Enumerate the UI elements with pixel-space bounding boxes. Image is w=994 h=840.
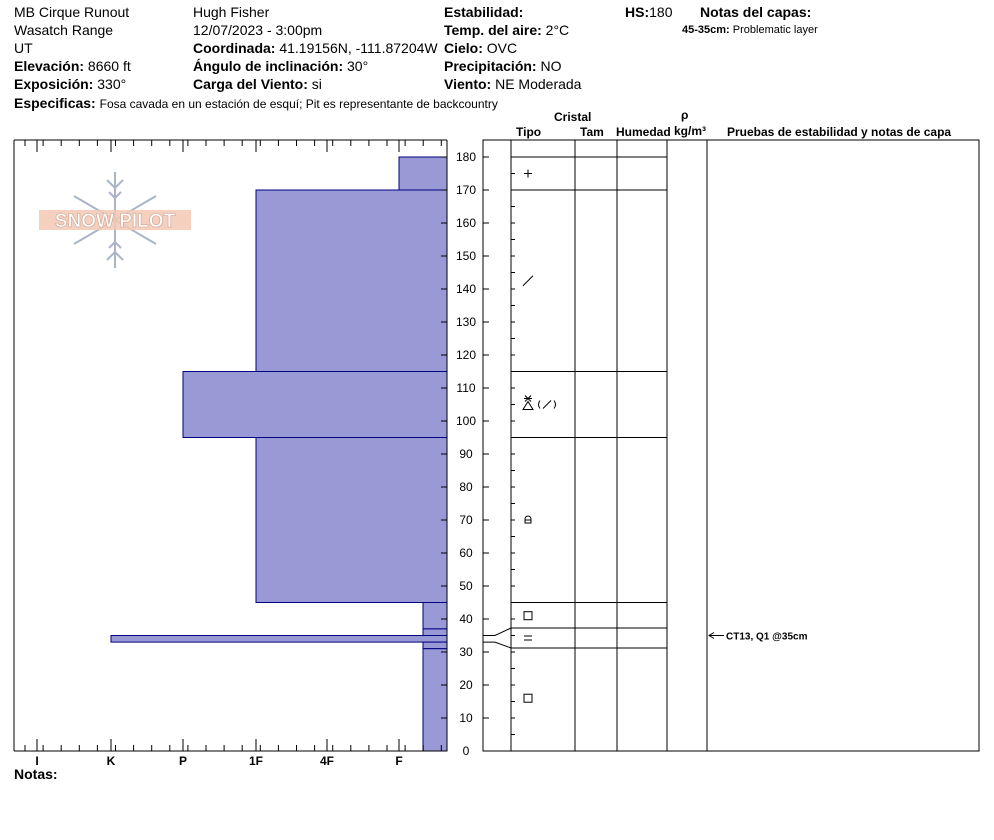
hardness-bar	[183, 372, 447, 438]
density-symbol: ρ	[681, 108, 689, 122]
depth-tick-label: 10	[459, 711, 473, 725]
precipitation-label: Precipitación:	[444, 58, 537, 74]
depth-tick-label: 160	[455, 216, 477, 230]
hardness-bar	[423, 603, 447, 629]
aspect-label: Exposición:	[14, 76, 94, 92]
test-result-label: CT13, Q1 @35cm	[726, 631, 808, 643]
hardness-bar	[423, 642, 447, 649]
hardness-bar	[256, 438, 447, 603]
specifics-value: Fosa cavada en un estación de esquí; Pit es representante de backcountry	[99, 97, 498, 111]
coordinates-value: 41.19156N, -111.87204W	[279, 40, 438, 56]
crystal-column-header: Cristal	[554, 110, 592, 124]
depth-tick-label: 30	[459, 645, 473, 659]
depth-tick-label: 50	[459, 579, 473, 593]
slash-grain-icon	[523, 276, 533, 286]
wind-loading-label: Carga del Viento:	[193, 76, 308, 92]
hardness-tick-label: 1F	[248, 754, 264, 768]
precipitation-value: NO	[540, 58, 562, 74]
density-unit: kg/m³	[674, 124, 707, 138]
rounded-grain-icon	[525, 516, 531, 523]
depth-tick-label: 20	[459, 678, 473, 692]
hardness-tick-label: F	[395, 754, 403, 768]
square-grain-icon	[524, 694, 532, 702]
stability-label: Estabilidad:	[444, 4, 524, 20]
layer-table-frame	[483, 140, 979, 751]
mixed-grain-icon-part	[554, 401, 556, 409]
hardness-bar	[423, 629, 447, 636]
hardness-bar	[111, 636, 447, 643]
depth-tick-label: 100	[455, 414, 477, 428]
type-column-header: Tipo	[516, 125, 542, 139]
layer-notes-label: Notas del capas:	[700, 4, 812, 20]
depth-tick-label: 0	[462, 744, 470, 758]
wind-loading-value: si	[311, 76, 322, 92]
plus-grain-icon	[524, 170, 532, 178]
depth-tick-label: 120	[455, 348, 477, 362]
hardness-bar	[256, 190, 447, 372]
depth-tick-label: 40	[459, 612, 473, 626]
thin-layer-connector	[483, 628, 511, 636]
depth-tick-label: 150	[455, 249, 477, 263]
size-column-header: Tam	[580, 125, 604, 139]
layer-note-range: 45-35cm:	[682, 24, 730, 36]
moisture-column-header: Humedad	[616, 125, 671, 139]
slope-angle-value: 30°	[347, 58, 369, 74]
coordinates-label: Coordinada:	[193, 40, 276, 56]
mixed-grain-icon-part	[543, 401, 551, 409]
square-grain-icon	[524, 612, 532, 620]
thin-layer-connector	[483, 642, 511, 648]
depth-tick-label: 110	[456, 381, 476, 395]
depth-tick-label: 170	[455, 183, 477, 197]
depth-tick-label: 80	[459, 480, 473, 494]
tests-column-header: Pruebas de estabilidad y notas de capa	[727, 125, 952, 139]
aspect-value: 330°	[97, 76, 127, 92]
air-temperature-label: Temp. del aire:	[444, 22, 542, 38]
state: UT	[14, 40, 33, 56]
square-grain-icon-part	[524, 694, 532, 702]
wind-label: Viento:	[444, 76, 492, 92]
surface-hoar-grain-icon	[524, 636, 532, 640]
snow-height-label: HS:	[625, 4, 650, 20]
wind-value: NE Moderada	[495, 76, 582, 92]
logo-text: SNOW PILOT	[54, 211, 176, 232]
location-name: MB Cirque Runout	[14, 4, 130, 20]
slash-grain-icon-part	[523, 276, 533, 286]
elevation-value: 8660 ft	[87, 58, 131, 74]
depth-tick-label: 140	[455, 282, 477, 296]
slope-angle-label: Ángulo de inclinación:	[193, 58, 344, 74]
hardness-bar	[399, 157, 447, 190]
layer-note-text: Problematic layer	[732, 24, 818, 36]
depth-tick-label: 130	[455, 315, 477, 329]
notes-label: Notas:	[14, 766, 58, 782]
observation-datetime: 12/07/2023 - 3:00pm	[193, 22, 323, 38]
hardness-tick-label: I	[35, 754, 39, 768]
mixed-grain-icon-part	[539, 401, 541, 409]
sky-cover-label: Cielo:	[444, 40, 483, 56]
sky-cover-value: OVC	[486, 40, 518, 56]
square-grain-icon-part	[524, 612, 532, 620]
mountain-range: Wasatch Range	[14, 22, 114, 38]
hardness-bar	[423, 649, 447, 751]
observer-name: Hugh Fisher	[193, 4, 270, 20]
depth-tick-label: 90	[459, 447, 473, 461]
air-temperature-value: 2°C	[545, 22, 570, 38]
snow-height-value: 180	[649, 4, 673, 20]
hardness-tick-label: K	[106, 754, 116, 768]
snowpilot-logo	[39, 172, 191, 268]
hardness-tick-label: P	[178, 754, 188, 768]
depth-tick-label: 60	[459, 546, 473, 560]
depth-tick-label: 180	[455, 150, 477, 164]
mixed-grain-icon-part	[523, 402, 533, 410]
mixed-grain-icon	[523, 396, 556, 410]
specifics-label: Especificas:	[14, 95, 96, 111]
depth-tick-label: 70	[459, 513, 473, 527]
hardness-tick-label: 4F	[319, 754, 335, 768]
elevation-label: Elevación:	[14, 58, 85, 74]
